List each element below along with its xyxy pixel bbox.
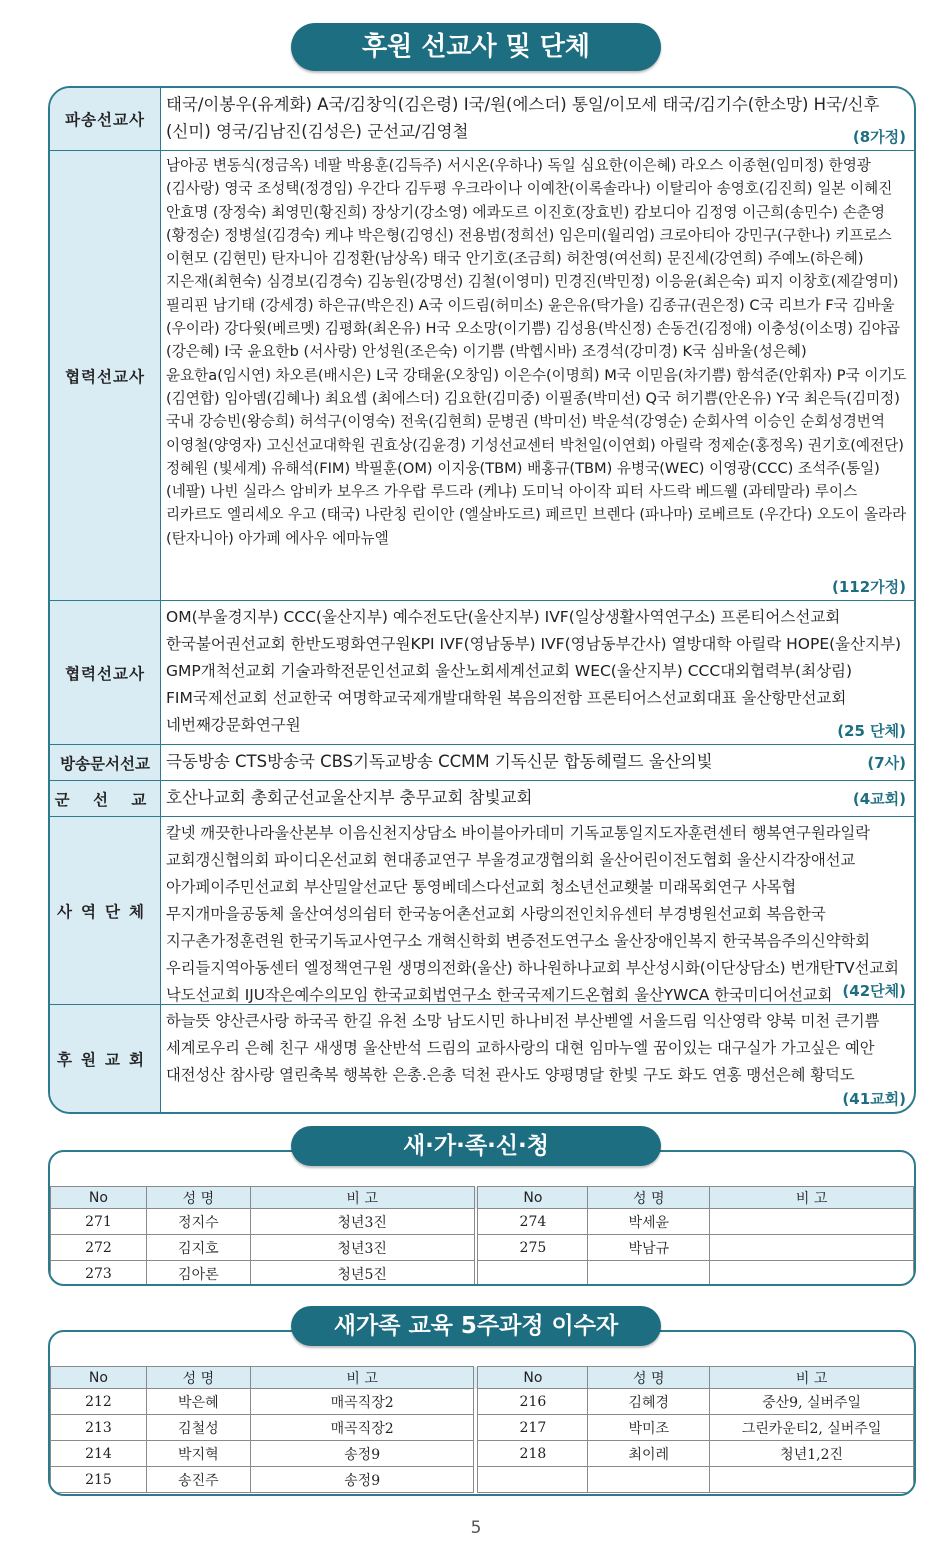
- header-name: 성 명: [146, 1187, 250, 1209]
- row-label: 사역단체: [50, 817, 161, 1004]
- support-panel: [48, 86, 916, 1114]
- table-row: 272 김지호 청년3진 275 박남규: [51, 1235, 914, 1261]
- row-label: 군 선 교: [50, 781, 161, 816]
- header-name: 성 명: [588, 1187, 710, 1209]
- row-military-mission: [50, 780, 914, 816]
- table-row: 215 송진주 송정9: [51, 1467, 914, 1493]
- header-note: 비 고: [710, 1367, 914, 1389]
- new-family-panel: [48, 1150, 916, 1286]
- page-number: 5: [470, 1518, 482, 1538]
- row-content: 하늘뜻 양산큰사랑 하국곡 한길 유천 소망 남도시민 하나비전 부산벧엘 서울드림 익산영락 양북 미천 큰기쁨 세계로우리 은혜 친구 새생명 울산반석 드림의 교하사랑의 대현 임마누엘 꿈이있는 대구실가 가고싶은 예안 대전성산 참사랑 열린축복 행복한 은총.은총 덕천 관사도 양평명달 한빛 구도 화도 연홍 맹선은혜 황덕도: [166, 1012, 880, 1084]
- row-partner-missionaries: [50, 150, 914, 600]
- row-content: 극동방송 CTS방송국 CBS기독교방송 CCMM 기독신문 합동헤럴드 울산의빛: [166, 752, 713, 771]
- section-title-education: 새가족 교육 5주과정 이수자: [291, 1306, 661, 1346]
- new-family-table: [50, 1186, 914, 1286]
- header-no: No: [51, 1187, 147, 1209]
- header-name: 성 명: [588, 1367, 710, 1389]
- table-row: 271 정지수 청년3진 274 박세윤: [51, 1209, 914, 1235]
- header-name: 성 명: [146, 1367, 250, 1389]
- row-content: 호산나교회 총회군선교울산지부 충무교회 참빛교회: [166, 788, 533, 807]
- table-header-row: [51, 1187, 914, 1209]
- header-no: No: [478, 1187, 588, 1209]
- row-supporting-churches: [50, 1004, 914, 1112]
- education-panel: [48, 1330, 916, 1496]
- row-content: 칼넷 깨끗한나라울산본부 이음신천지상담소 바이블아카데미 기독교통일지도자훈련센터 행복연구원라일락 교회갱신협의회 파이디온선교회 현대종교연구 부울경교갱협의회 울산어린이전도협회 울산시각장애선교 아가페이주민선교회 부산밀알선교단 통영베데스다선교회 청소년선교횃불 미래목회연구 사목협 무지개마을공동체 울산여성의쉼터 한국농어촌선교회 사랑의전인치유센터 부경병원선교회 복음한국 지구촌가정훈련원 한국기독교사연구소 개혁신학회 변증전도연구소 울산장애인복지 한국복음주의신약학회 우리들지역아동센터 엘정책연구원 생명의전화(울산) 하나원하나교회 부산성시화(이단상담소) 번개탄TV선교회 낙도선교회 IJU작은예수의모임 한국교회법연구소 한국국제기드온협회 울산YWCA 한국미디어선교회: [166, 824, 899, 1004]
- row-count: (41교회): [838, 1088, 906, 1109]
- table-row: 214 박지혁 송정9 218 최이레 청년1,2진: [51, 1441, 914, 1467]
- row-count: (42단체): [838, 980, 906, 1001]
- row-broadcast-mission: [50, 744, 914, 780]
- header-note: 비 고: [250, 1367, 474, 1389]
- row-content: 태국/이봉우(유계화) A국/김창익(김은령) I국/원(에스더) 통일/이모세 태국/김기수(한소망) H국/신후(신미) 영국/김남진(김성은) 군선교/김영철: [166, 95, 880, 141]
- row-label: 방송문서선교: [50, 745, 161, 780]
- row-content: 남아공 변동식(정금옥) 네팔 박용훈(김득주) 서시온(우하나) 독일 심요한(이은혜) 라오스 이종현(임미정) 한영광(김사랑) 영국 조성택(정경임) 우간다 김두평 우크라이나 이예찬(이록솔라나) 이탈리아 송영호(김진희) 일본 이혜진 안효명 (장정숙) 최영민(황진희) 장상기(강소영) 에콰도르 이진호(장효빈) 캄보디아 김정영 이근희(송민수) 손춘영(황정순) 정병설(김경숙) 케냐 박은형(김영신) 전용범(정희선) 임은미(월리엄) 크로아티아 강민구(구한나) 키프로스 이현모 (김현민) 탄자니아 김정환(남상옥) 태국 안기호(조금희) 허찬영(여선희) 문진세(강연희) 주예노(하은혜) 지은재(최현숙) 심경보(김경숙) 김농원(강명선) 김철(이영미) 민경진(박민정) 이응윤(최은숙) 피지 이창호(제갈영미) 필리핀 남기태 (강세경) 하은규(박은진) A국 이드림(허미소) 윤은유(탁가을) 김종규(권은정) C국 리브가 F국 김바울(우이라) 강다윗(베르멧) 김평화(최온유) H국 오소망(이기쁨) 김성용(박신정) 손동건(김정애) 이충성(이소명) 김야곱(강은혜) I국 윤요한b (서사랑) 안성원(조은숙) 이기쁨 (박헵시바) 조경석(강미경) K국 심바울(성은혜) 윤요한a(임시연) 차오른(배시은) L국 강태윤(오창임) 이은수(이명희) M국 이믿음(차기쁨) 함석준(안휘자) P국 이기도(김연합) 임아뎀(김혜나) 최요셉 (최에스더) 김요한(김미중) 이필종(박미선) Q국 허기쁨(안온유) Y국 최은득(김미정) 국내 강승빈(왕승희) 허석구(이영숙) 전욱(김현희) 문병권 (박미선) 박운석(강영순) 순회사역 이승인 순회성경번역 이영철(양영자) 고신선교대학원 권효상(김윤경) 기성선교센터 박천일(이연회) 아릴락 정제순(홍정옥) 권기호(예전단) 정혜원 (빛세계) 유해석(FIM) 박필훈(OM) 이지웅(TBM) 배홍규(TBM) 유병국(WEC) 이영광(CCC) 조석주(통일) (네팔) 나빈 실라스 암비카 보우즈 가우랍 루드라 (케냐) 도미닉 아이작 피터 사드락 베드웰 (과테말라) 루이스 리카르도 엘리세오 우고 (태국) 나란칭 린이안 (엘살바도르) 페르민 브렌다 (파나마) 로베르토 (우간다) 오도이 올라라 (탄자니아) 아가페 에사우 에마뉴엘: [166, 157, 907, 547]
- header-no: No: [51, 1367, 147, 1389]
- row-content: OM(부울경지부) CCC(울산지부) 예수전도단(울산지부) IVF(일상생활사역연구소) 프론티어스선교회 한국불어권선교회 한반도평화연구원KPI IVF(영남동부) IVF(영남동부간사) 열방대학 아릴락 HOPE(울산지부) GMP개척선교회 기술과학전문인선교회 울산노회세계선교회 WEC(울산지부) CCC대외협력부(최상림) FIM국제선교회 선교한국 여명학교국제개발대학원 복음의전함 프론티어스선교회대표 울산항만선교회 네번째강문화연구원: [166, 608, 902, 734]
- row-label: 협력선교사: [50, 151, 161, 600]
- row-partner-organizations: [50, 600, 914, 744]
- row-count: (8가정): [849, 126, 906, 147]
- row-count: (25 단체): [833, 720, 906, 741]
- header-no: No: [478, 1367, 588, 1389]
- section-title-support: 후원 선교사 및 단체: [291, 23, 661, 71]
- row-label: 협력선교사: [50, 601, 161, 744]
- row-label: 파송선교사: [50, 88, 161, 150]
- header-note: 비 고: [250, 1187, 474, 1209]
- table-header-row: [51, 1367, 914, 1389]
- row-label: 후원교회: [50, 1005, 161, 1112]
- row-dispatched-missionaries: [50, 88, 914, 150]
- row-count: (7사): [863, 752, 906, 773]
- table-row: 212 박은혜 매곡직장2 216 김혜경 중산9, 실버주일: [51, 1389, 914, 1415]
- table-row: 273 김아론 청년5진: [51, 1261, 914, 1287]
- section-title-new-family: 새·가·족·신·청: [291, 1126, 661, 1166]
- row-count: (112가정): [828, 576, 906, 597]
- row-ministry-organizations: [50, 816, 914, 1004]
- education-table: [50, 1366, 914, 1493]
- row-count: (4교회): [849, 788, 906, 809]
- table-row: 213 김철성 매곡직장2 217 박미조 그린카운티2, 실버주일: [51, 1415, 914, 1441]
- header-note: 비 고: [710, 1187, 914, 1209]
